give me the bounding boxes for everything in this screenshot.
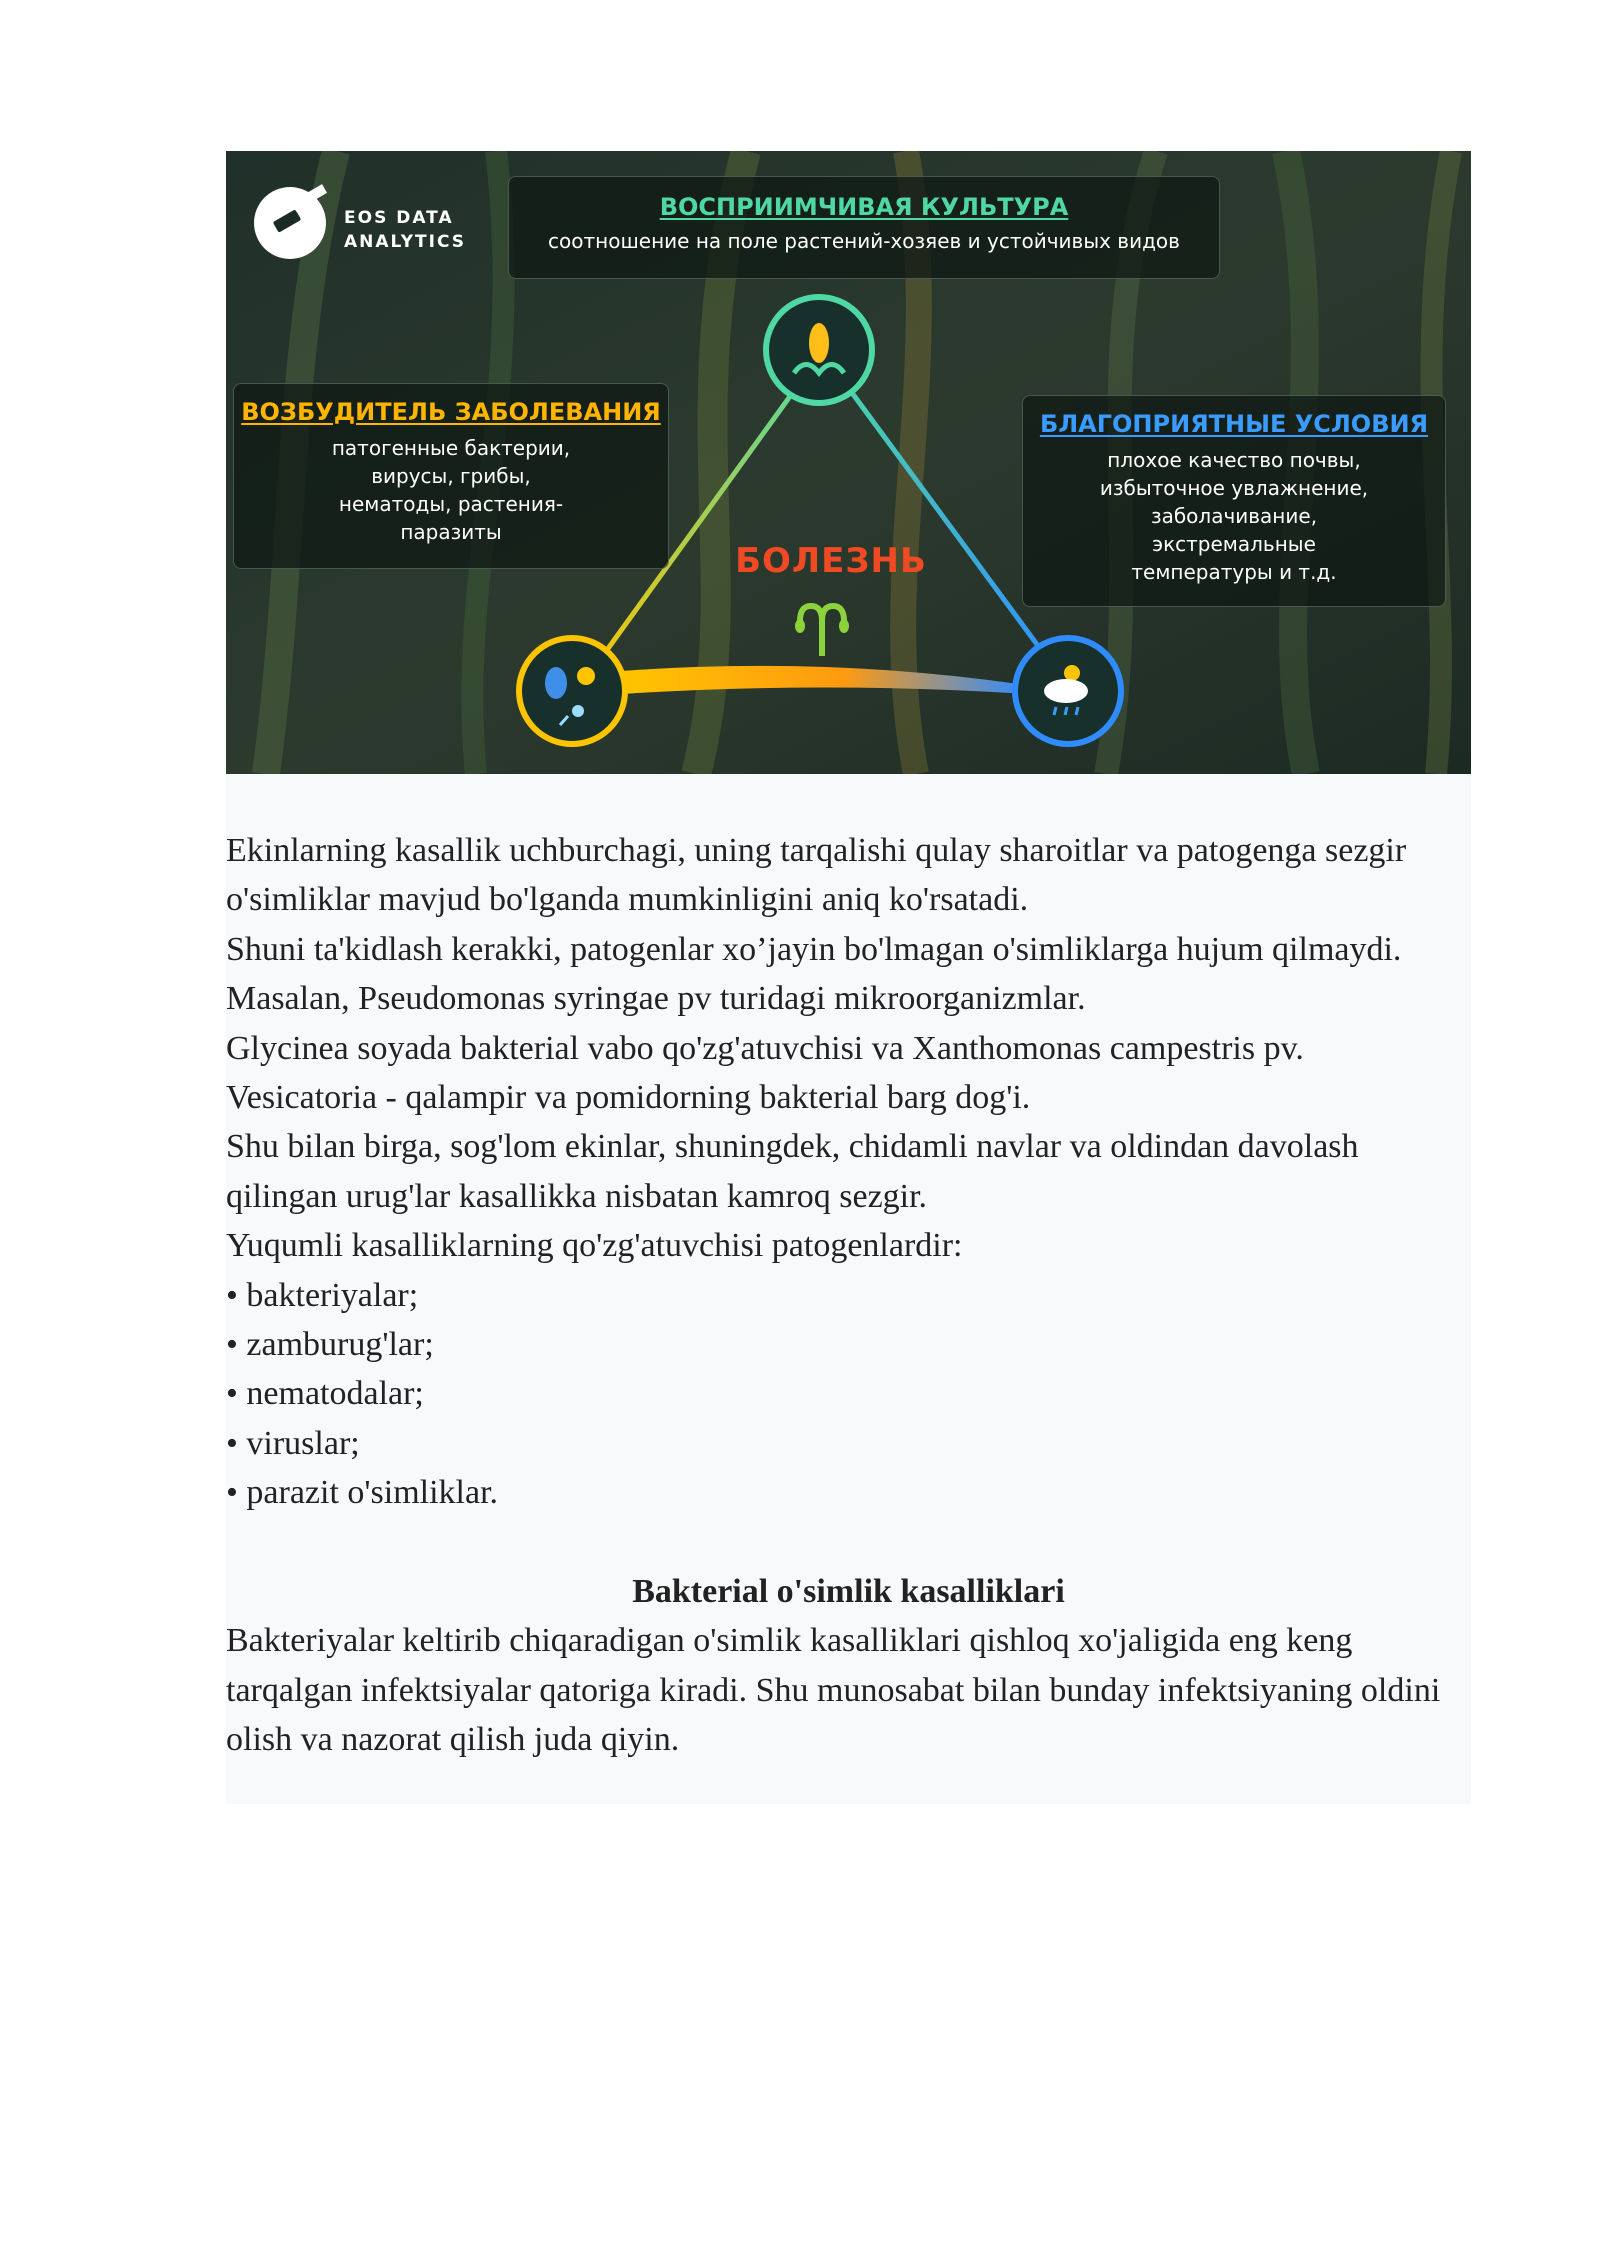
list-item: • bakteriyalar; — [226, 1276, 419, 1314]
pathogen-description — [234, 434, 668, 546]
pathogen-line: патогенные бактерии, — [331, 436, 571, 460]
conditions-line: плохое качество почвы, — [1107, 448, 1361, 472]
paragraph: Shuni ta'kidlash kerakki, patogenlar xo’jayin bo'lmagan o'simliklarga hujum qilmaydi. — [226, 930, 1402, 968]
cloud-rain-icon — [1015, 638, 1121, 744]
pathogen-line: паразиты — [400, 520, 502, 544]
paragraph: Masalan, Pseudomonas syringae pv turidagi mikroorganizmlar. — [226, 980, 1086, 1018]
disease-label: БОЛЕЗНЬ — [735, 541, 927, 581]
paragraph: Ekinlarning kasallik uchburchagi, uning tarqalishi qulay sharoitlar va patogenga sezgir o'simliklar mavjud bo'lganda mumkinligini aniq ko'rsatadi. — [226, 832, 1407, 919]
section-heading: Bakterial o'simlik kasalliklari — [632, 1572, 1065, 1610]
favorable-conditions-description — [1023, 446, 1445, 586]
conditions-line: заболачивание, — [1150, 504, 1318, 528]
pathogen-line: нематоды, растения- — [338, 492, 564, 516]
disease-triangle-infographic — [226, 151, 1471, 774]
paragraph: Yuqumli kasalliklarning qo'zg'atuvchisi patogenlardir: — [226, 1227, 963, 1265]
paragraph: Shu bilan birga, sog'lom ekinlar, shuningdek, chidamli navlar va oldindan davolash qilingan urug'lar kasallikka nisbatan kamroq sezgir. — [226, 1128, 1359, 1215]
section-paragraph: Bakteriyalar keltirib chiqaradigan o'simlik kasalliklari qishloq xo'jaligida eng keng tarqalgan infektsiyalar qatoriga kiradi. Shu munosabat bilan bunday infektsiyaning oldini olish va nazorat qilish juda qiyin. — [226, 1622, 1441, 1758]
eos-logo-text: EOS DATA ANALYTICS — [344, 208, 466, 252]
list-item: • zamburug'lar; — [226, 1326, 434, 1364]
susceptible-crop-box — [508, 176, 1220, 279]
bacteria-sun-icon — [519, 638, 625, 744]
favorable-conditions-box — [1022, 395, 1446, 607]
corn-icon — [766, 297, 872, 403]
pathogen-title: ВОЗБУДИТЕЛЬ ЗАБОЛЕВАНИЯ — [241, 398, 661, 426]
list-item: • viruslar; — [226, 1424, 360, 1462]
list-item: • parazit o'simliklar. — [226, 1474, 499, 1512]
conditions-line: экстремальные — [1152, 532, 1316, 556]
conditions-line: избыточное увлажнение, — [1099, 476, 1369, 500]
paragraph: Vesicatoria - qalampir va pomidorning bakterial barg dog'i. — [226, 1079, 1031, 1117]
paragraph: Glycinea soyada bakterial vabo qo'zg'atuvchisi va Xanthomonas campestris pv. — [226, 1029, 1304, 1067]
conditions-line: температуры и т.д. — [1131, 560, 1337, 584]
list-item: • nematodalar; — [226, 1375, 424, 1413]
favorable-conditions-title: БЛАГОПРИЯТНЫЕ УСЛОВИЯ — [1039, 410, 1429, 438]
susceptible-crop-description: соотношение на поле растений-хозяев и устойчивых видов — [548, 229, 1180, 253]
pathogen-line: вирусы, грибы, — [371, 464, 531, 488]
susceptible-crop-title: ВОСПРИИМЧИВАЯ КУЛЬТУРА — [659, 193, 1069, 221]
pathogen-box — [233, 383, 669, 569]
article-body — [226, 774, 1471, 1804]
